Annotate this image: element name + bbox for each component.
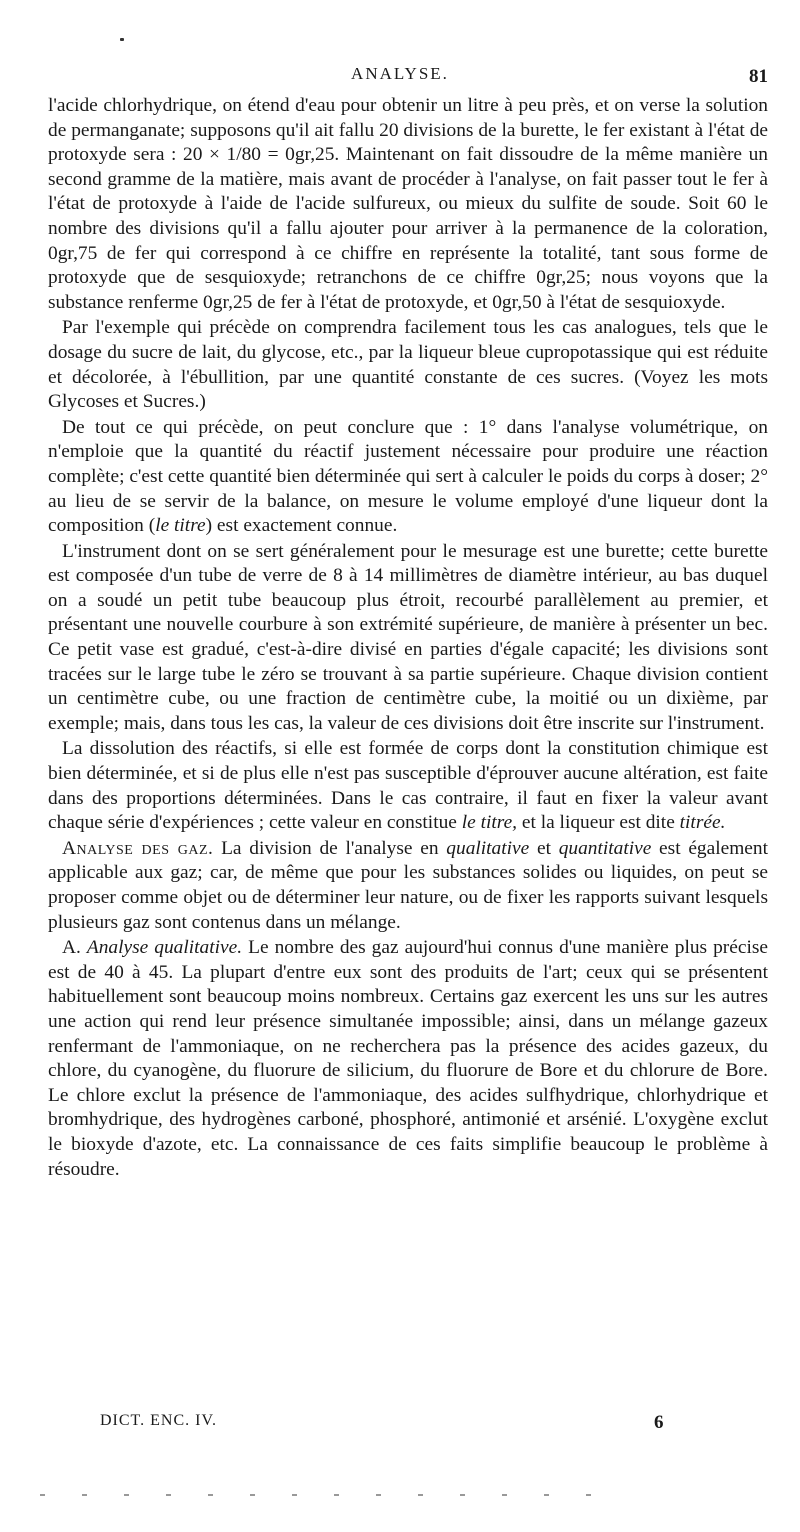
footer-sheet-number: 6 <box>654 1412 664 1433</box>
paragraph-analyse-qualitative <box>48 936 768 1182</box>
paragraph-dissolution-italic-2: titrée. <box>679 812 726 834</box>
paragraph-dissolution-italic: le titre, <box>461 812 518 834</box>
paragraph-analyse-qualitative-text: Le nombre des gaz aujourd'hui connus d'une manière plus précise est de 40 à 45. La plupart d'entre eux sont des produits de l'art; ceux qui se présentent habituellement sont beaucoup moins nombreux. Certains gaz exercent les uns sur les autres une action qui rend leur présence simultanée impossible; ainsi, dans un mélange gazeux renfermant de l'ammoniaque, on ne recherchera pas la présence des acides gazeux, du chlore, du cyanogène, du fluorure de silicium, du fluorure de Bore et du chlorure de Bore. Le chlore exclut la présence de l'ammoniaque, des acides sulfhydrique, chlorhydrique et bromhydrique, des hydrogènes carboné, phosphoré, antimonié et arsénié. L'oxygène exclut le bioxyde d'azote, etc. La connaissance de ces faits simplifie beaucoup le problème à résoudre. <box>48 937 768 1180</box>
body-text <box>48 94 768 1182</box>
scan-artifact-line <box>40 1494 600 1496</box>
paragraph-analyse-gaz-text: La division de l'analyse en <box>213 837 447 859</box>
subsection-heading-analyse-qualitative: Analyse qualitative. <box>86 937 243 959</box>
paragraph-conclusion-italic: le titre <box>155 515 206 537</box>
paragraph-permanganate: l'acide chlorhydrique, on étend d'eau pour obtenir un litre à peu près, et on verse la solution de permanganate; supposons qu'il ait fallu 20 divisions de la burette, le fer existant à l'état de protoxyde sera : 20 × 1/80 = 0gr,25. Maintenant on fait dissoudre de la même manière un second gramme de la matière, mais avant de procéder à l'analyse, on fait passer tout le fer à l'état de protoxyde à l'aide de l'acide sulfureux, ou mieux du sulfite de soude. Soit 60 le nombre des divisions qu'il a fallu ajouter pour arriver à la permanence de la coloration, 0gr,75 de fer qui correspond à ce chiffre en représente la totalité, tant sous forme de protoxyde que de sesquioxyde; retranchons de ce chiffre 0gr,25; nous voyons que la substance renferme 0gr,25 de fer à l'état de protoxyde, et 0gr,50 à l'état de sesquioxyde. <box>48 95 768 313</box>
paragraph-conclusion <box>48 416 768 539</box>
paragraph-analyse-gaz-middle: et <box>529 837 559 859</box>
page-footer <box>0 1412 800 1442</box>
page-number: 81 <box>749 66 768 87</box>
paragraph-analyse-gaz <box>48 837 768 935</box>
paragraph-conclusion-text: De tout ce qui précède, on peut conclure que : 1° dans l'analyse volumétrique, on n'emploie que la quantité du réactif justement nécessaire pour produire une réaction complète; c'est cette quantité bien déterminée qui sert à calculer le poids du corps à doser; 2° au lieu de se servir de la balance, on mesure le volume employé d'une liqueur dont la composition ( <box>48 416 768 537</box>
footer-signature: DICT. ENC. IV. <box>100 1412 217 1429</box>
paragraph-conclusion-tail: ) est exactement connue. <box>205 515 398 537</box>
running-header <box>0 64 800 94</box>
section-heading-analyse-gaz: Analyse des gaz. <box>62 837 214 859</box>
page-speck <box>120 38 124 41</box>
subsection-letter: A. <box>62 937 81 959</box>
running-header-title: ANALYSE. <box>351 64 449 83</box>
paragraph-analyse-gaz-tail: est également applicable aux gaz; car, de même que pour les substances solides ou liquides, on peut se proposer comme objet ou de déterminer leur nature, ou de fixer les rapports suivant lesquels plusieurs gaz sont contenus dans un mélange. <box>48 837 768 933</box>
paragraph-dissolution-middle: et la liqueur est dite <box>517 812 680 834</box>
paragraph-dissolution <box>48 737 768 835</box>
paragraph-burette: L'instrument dont on se sert généralement pour le mesurage est une burette; cette burette est composée d'un tube de verre de 8 à 14 millimètres de diamètre intérieur, au bas duquel on a soudé un petit tube beaucoup plus étroit, recourbé parallèlement au premier, et présentant une nouvelle courbure à son extrémité supérieure, de manière à présenter un bec. Ce petit vase est gradué, c'est-à-dire divisé en parties d'égale capacité; les divisions sont tracées sur le large tube le zéro se trouvant à sa partie supérieure. Chaque division contient un centimètre cube, ou une fraction de centimètre cube, la moitié ou un dixième, par exemple; mais, dans tous les cas, la valeur de ces divisions doit être inscrite sur l'instrument. <box>48 540 768 734</box>
paragraph-analyse-gaz-italic: qualitative <box>446 837 530 859</box>
paragraph-examples: Par l'exemple qui précède on comprendra facilement tous les cas analogues, tels que le dosage du sucre de lait, du glycose, etc., par la liqueur bleue cupropotassique qui est réduite et décolorée, à l'ébullition, par une quantité constante de ces sucres. (Voyez les mots Glycoses et Sucres.) <box>48 317 768 413</box>
paragraph-dissolution-text: La dissolution des réactifs, si elle est formée de corps dont la constitution chimique est bien déterminée, et si de plus elle n'est pas susceptible d'éprouver aucune altération, est faite dans des proportions déterminées. Dans le cas contraire, il faut en fixer la valeur avant chaque série d'expériences ; cette valeur en constitue <box>48 738 768 834</box>
paragraph-analyse-gaz-italic-2: quantitative <box>558 837 652 859</box>
